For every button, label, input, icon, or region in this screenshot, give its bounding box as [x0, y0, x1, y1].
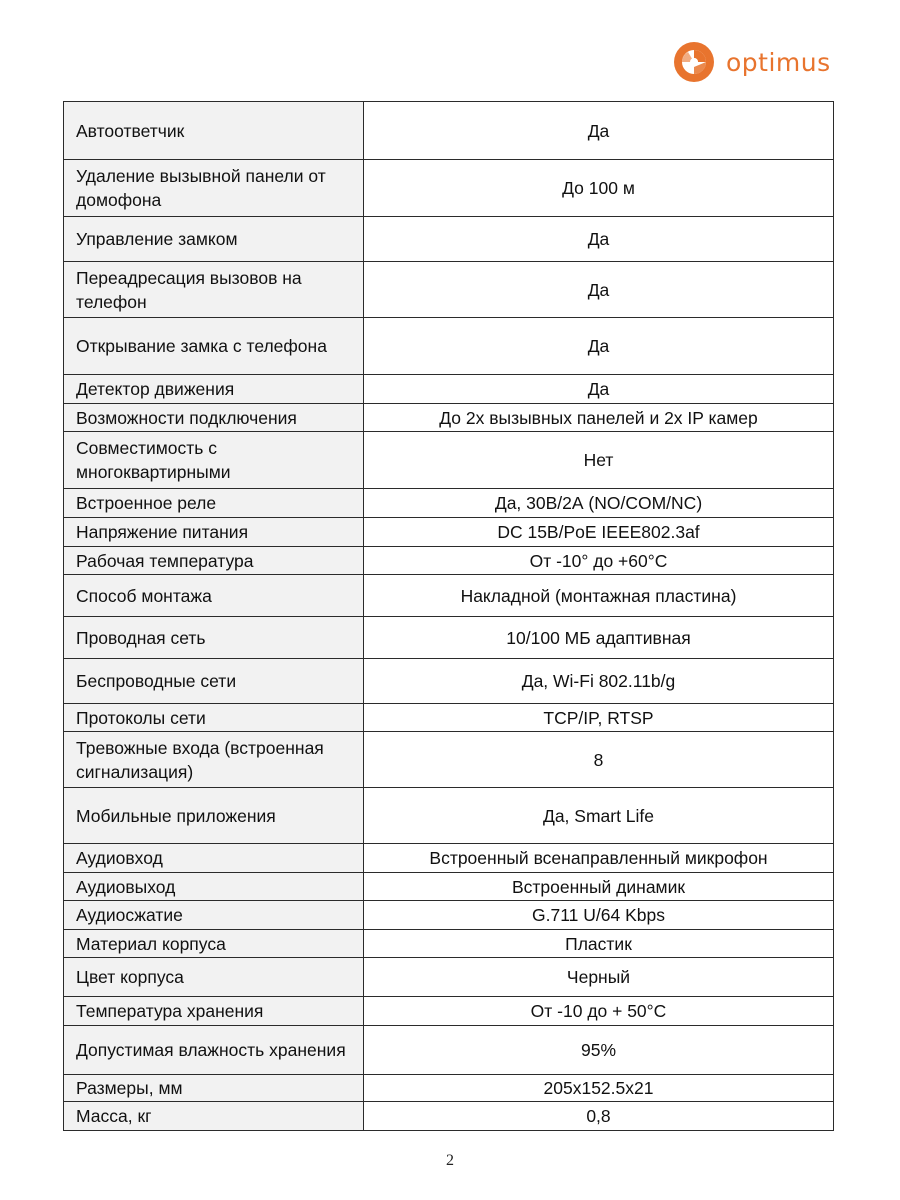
spec-value: Да	[364, 217, 834, 262]
spec-name: Тревожные входа (встроенная сигнализация)	[64, 732, 364, 788]
table-row	[64, 575, 834, 617]
spec-name: Переадресация вызовов на телефон	[64, 262, 364, 318]
table-row	[64, 958, 834, 997]
table-row	[64, 930, 834, 958]
table-row	[64, 262, 834, 318]
spec-value: Да	[364, 375, 834, 404]
spec-value: От -10 до + 50°C	[364, 997, 834, 1026]
table-row	[64, 901, 834, 930]
spec-value: DC 15В/PoE IEEE802.3af	[364, 518, 834, 547]
spec-value: Да, 30В/2А (NO/COM/NC)	[364, 489, 834, 518]
table-row	[64, 1102, 834, 1131]
spec-name: Управление замком	[64, 217, 364, 262]
table-row	[64, 873, 834, 901]
spec-name: Проводная сеть	[64, 617, 364, 659]
spec-table	[63, 101, 834, 1131]
spec-value: Накладной (монтажная пластина)	[364, 575, 834, 617]
spec-name: Открывание замка с телефона	[64, 318, 364, 375]
spec-value: Нет	[364, 432, 834, 489]
spec-name: Аудиосжатие	[64, 901, 364, 930]
table-row	[64, 375, 834, 404]
spec-name: Способ монтажа	[64, 575, 364, 617]
spec-value: Да, Wi-Fi 802.11b/g	[364, 659, 834, 704]
spec-value: Встроенный всенаправленный микрофон	[364, 844, 834, 873]
spec-name: Удаление вызывной панели от домофона	[64, 160, 364, 217]
brand-name: optimus	[726, 47, 831, 77]
spec-value: Да	[364, 102, 834, 160]
spec-value: 8	[364, 732, 834, 788]
spec-value: Да	[364, 262, 834, 318]
table-row	[64, 432, 834, 489]
brand-logo	[672, 40, 831, 84]
spec-value: G.711 U/64 Kbps	[364, 901, 834, 930]
table-row	[64, 404, 834, 432]
spec-value: До 100 м	[364, 160, 834, 217]
spec-name: Материал корпуса	[64, 930, 364, 958]
table-row	[64, 997, 834, 1026]
table-row	[64, 704, 834, 732]
table-row	[64, 318, 834, 375]
spec-value: 95%	[364, 1026, 834, 1075]
spec-value: Пластик	[364, 930, 834, 958]
table-row	[64, 1026, 834, 1075]
spec-value: От -10° до +60°C	[364, 547, 834, 575]
page-number: 2	[446, 1152, 454, 1169]
spec-value: 0,8	[364, 1102, 834, 1131]
spec-name: Автоответчик	[64, 102, 364, 160]
table-row	[64, 617, 834, 659]
table-row	[64, 102, 834, 160]
spec-name: Цвет корпуса	[64, 958, 364, 997]
table-row	[64, 160, 834, 217]
spec-name: Масса, кг	[64, 1102, 364, 1131]
table-row	[64, 547, 834, 575]
spec-name: Беспроводные сети	[64, 659, 364, 704]
spec-value: Встроенный динамик	[364, 873, 834, 901]
spec-name: Совместимость с многоквартирными	[64, 432, 364, 489]
spec-value: 10/100 МБ адаптивная	[364, 617, 834, 659]
optimus-aperture-icon	[672, 40, 716, 84]
spec-name: Допустимая влажность хранения	[64, 1026, 364, 1075]
spec-name: Рабочая температура	[64, 547, 364, 575]
spec-value: Да	[364, 318, 834, 375]
table-row	[64, 1075, 834, 1102]
spec-value: Да, Smart Life	[364, 788, 834, 844]
spec-name: Напряжение питания	[64, 518, 364, 547]
spec-name: Мобильные приложения	[64, 788, 364, 844]
spec-value: До 2х вызывных панелей и 2х IP камер	[364, 404, 834, 432]
spec-name: Протоколы сети	[64, 704, 364, 732]
spec-name: Детектор движения	[64, 375, 364, 404]
table-row	[64, 489, 834, 518]
spec-name: Аудиовыход	[64, 873, 364, 901]
table-row	[64, 788, 834, 844]
spec-name: Возможности подключения	[64, 404, 364, 432]
table-row	[64, 518, 834, 547]
table-row	[64, 659, 834, 704]
spec-name: Размеры, мм	[64, 1075, 364, 1102]
spec-name: Аудиовход	[64, 844, 364, 873]
spec-value: TCP/IP, RTSP	[364, 704, 834, 732]
spec-value: Черный	[364, 958, 834, 997]
spec-name: Температура хранения	[64, 997, 364, 1026]
table-row	[64, 732, 834, 788]
table-row	[64, 844, 834, 873]
spec-name: Встроенное реле	[64, 489, 364, 518]
spec-value: 205x152.5x21	[364, 1075, 834, 1102]
table-row	[64, 217, 834, 262]
